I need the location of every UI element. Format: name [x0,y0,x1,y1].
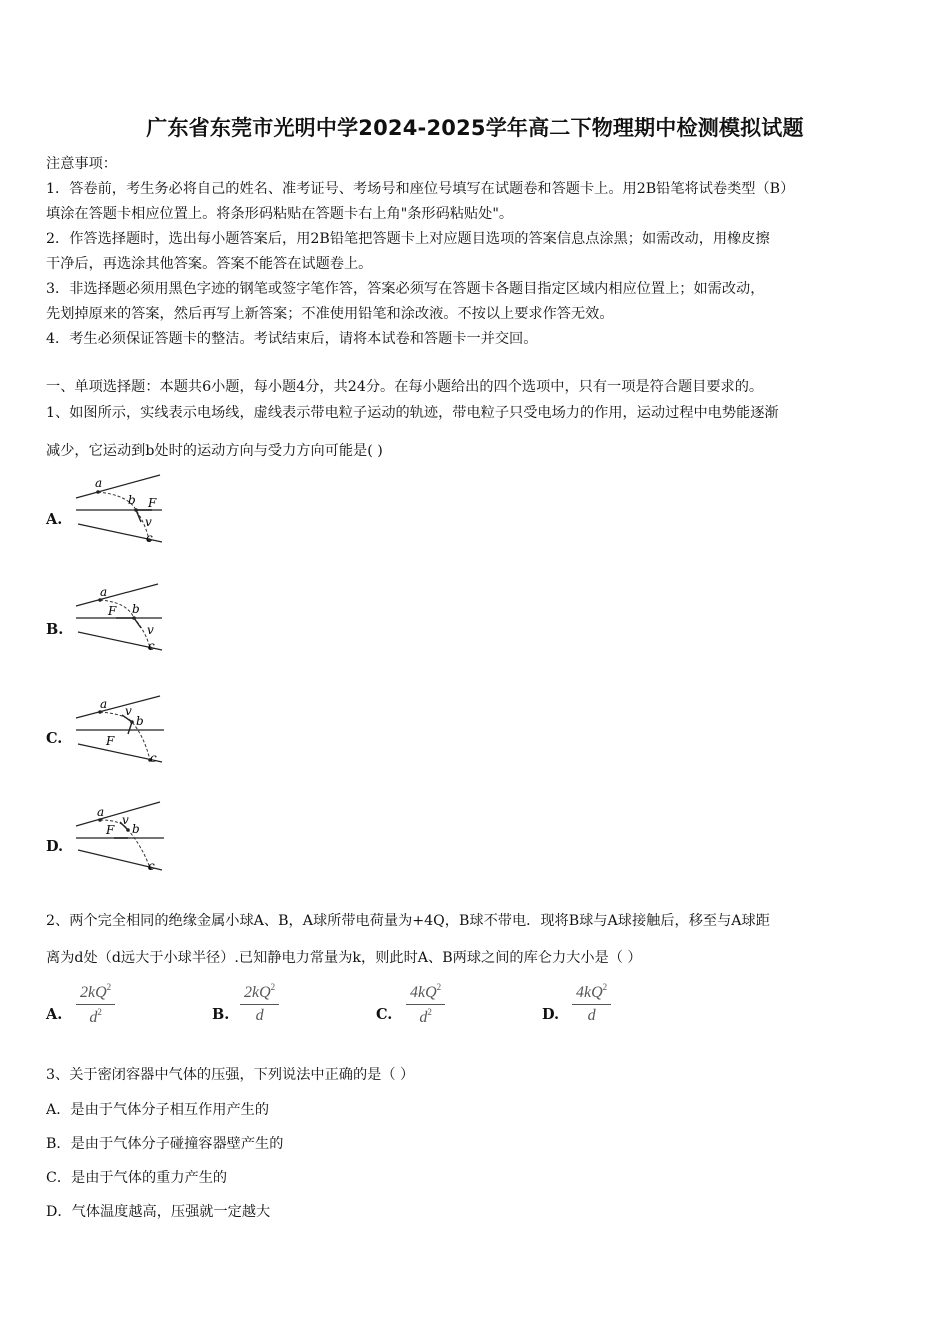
fig-label-a: a [97,805,105,819]
fig-label-f: F [106,734,115,748]
fig-label-a: a [95,476,103,490]
fig-label-b: b [136,714,144,728]
q2-option-d-formula: $4kQ^2$ d [572,982,611,1025]
notes-line: 先划掉原来的答案，然后再写上新答案；不准使用铅笔和涂改液。不按以上要求作答无效。 [46,306,614,322]
fig-label-v: v [145,515,152,529]
q1-option-b-label: B. [46,621,64,638]
q2-stem-line2: 离为d处（d远大于小球半径）.已知静电力常量为k，则此时A、B两球之间的库仑力大小是（ ） [46,950,642,966]
q1-option-a-label: A. [46,511,63,528]
fig-label-c: c [150,751,157,765]
fig-label-f: F [148,496,157,510]
q1-option-d-label: D. [46,838,64,855]
q3-option-a: A．是由于气体分子相互作用产生的 [46,1102,270,1118]
section-heading: 一、单项选择题：本题共6小题，每小题4分，共24分。在每小题给出的四个选项中，只有一项是符合题目要求的。 [46,379,764,395]
q3-option-c: C．是由于气体的重力产生的 [46,1170,228,1186]
q2-option-c-label: C. [376,1006,393,1023]
fig-label-f: F [108,604,117,618]
page-title: 广东省东莞市光明中学2024-2025学年高二下物理期中检测模拟试题 [146,116,804,140]
fig-label-f: F [106,823,115,837]
notes-line: 4．考生必须保证答题卡的整洁。考试结束后，请将本试卷和答题卡一并交回。 [46,331,538,347]
q3-stem: 3、关于密闭容器中气体的压强，下列说法中正确的是（ ） [46,1067,415,1083]
q1-option-c-label: C. [46,730,63,747]
fig-label-b: b [132,602,140,616]
q2-option-d-label: D. [542,1006,560,1023]
fig-label-a: a [100,697,108,711]
q2-option-a-formula: $2kQ^2$ $d^2$ [76,982,115,1027]
fig-label-c: c [148,639,155,653]
fig-label-c: c [148,859,155,873]
q2-option-b-label: B. [212,1006,230,1023]
notes-line: 3．非选择题必须用黑色字迹的钢笔或签字笔作答，答案必须写在答题卡各题目指定区域内相应位置上；如需改动， [46,281,765,297]
q3-option-b: B．是由于气体分子碰撞容器壁产生的 [46,1136,284,1152]
q1-figure-a [70,470,180,548]
q1-figure-c [70,690,180,768]
q2-option-a-label: A. [46,1006,63,1023]
fig-label-b: b [128,493,136,507]
notes-line: 1．答卷前，考生务必将自己的姓名、准考证号、考场号和座位号填写在试题卷和答题卡上。用2B铅笔将试卷类型（B） [46,181,795,197]
q1-figure-d [70,796,180,876]
q2-stem-line1: 2、两个完全相同的绝缘金属小球A、B，A球所带电荷量为+4Q，B球不带电．现将B球与A球接触后，移至与A球距 [46,913,770,929]
fig-label-c: c [146,531,153,545]
notes-line: 干净后，再选涂其他答案。答案不能答在试题卷上。 [46,256,373,272]
notes-line: 填涂在答题卡相应位置上。将条形码粘贴在答题卡右上角"条形码粘贴处"。 [46,206,514,222]
fig-label-v: v [122,813,129,827]
q2-option-c-formula: $4kQ^2$ $d^2$ [406,982,445,1027]
q1-stem-line2: 减少，它运动到b处时的运动方向与受力方向可能是( ) [46,443,383,459]
q2-option-b-formula: $2kQ^2$ d [240,982,279,1025]
fig-label-a: a [100,585,108,599]
fig-label-v: v [125,704,132,718]
notes-line: 2．作答选择题时，选出每小题答案后，用2B铅笔把答题卡上对应题目选项的答案信息点涂黑；如需改动，用橡皮擦 [46,231,770,247]
q3-option-d: D．气体温度越高，压强就一定越大 [46,1204,271,1220]
notes-heading: 注意事项： [46,156,117,172]
q1-figure-b [70,580,180,658]
fig-label-v: v [147,623,154,637]
fig-label-b: b [132,822,140,836]
q1-stem-line1: 1、如图所示，实线表示电场线，虚线表示带电粒子运动的轨迹，带电粒子只受电场力的作用，运动过程中电势能逐渐 [46,405,779,421]
